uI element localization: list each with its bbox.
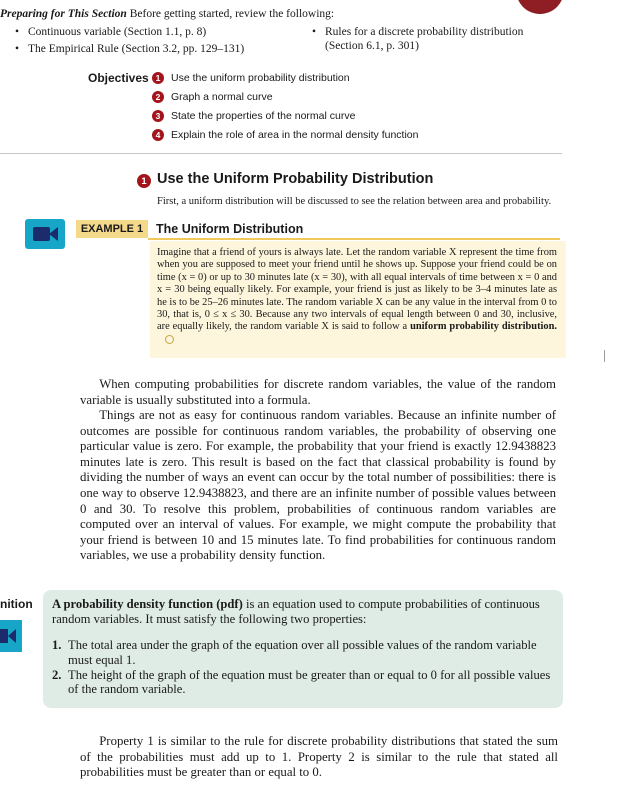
paragraph-1: When computing probabilities for discrete random variables, the value of the random variable is usually substituted into a formula. — [80, 377, 556, 407]
property-number-1: 1. — [52, 638, 62, 652]
video-camera-lens — [8, 629, 16, 643]
preparing-header — [0, 7, 334, 22]
objective-number-4: 4 — [152, 129, 164, 141]
video-camera-body — [33, 227, 50, 241]
objective-text-3: State the properties of the normal curve — [171, 110, 356, 122]
prep-item-left-1: • Continuous variable (Section 1.1, p. 8) — [28, 25, 206, 39]
definition-list — [52, 638, 552, 697]
prep-item-right-1: • Rules for a discrete probability distribution — [325, 25, 523, 39]
definition-term: A probability density function (pdf) — [52, 597, 243, 611]
objective-text-2: Graph a normal curve — [171, 91, 273, 103]
objective-number-2: 2 — [152, 91, 164, 103]
prep-item-right-2: (Section 6.1, p. 301) — [325, 40, 419, 52]
definition-tab: nition — [0, 597, 33, 611]
objective-item-4 — [152, 129, 418, 141]
definition-intro — [52, 597, 552, 627]
objective-item-3 — [152, 110, 355, 122]
objectives-label: Objectives — [88, 71, 149, 85]
closing-paragraph: Property 1 is similar to the rule for discrete probability distributions that stated the sum of the probabilities must add up to 1. Property 2 is similar to the rule that stated all probabilities must be greater than or equal to 0. — [80, 734, 558, 780]
scroll-marker — [604, 350, 605, 362]
example-label: EXAMPLE 1 — [76, 220, 150, 238]
prep-item-left-2: • The Empirical Rule (Section 3.2, pp. 129–131) — [28, 42, 244, 56]
definition-property-1 — [52, 638, 552, 668]
example-title: The Uniform Distribution — [156, 222, 304, 236]
property-number-2: 2. — [52, 667, 62, 682]
video-icon[interactable] — [25, 219, 65, 249]
preparing-heading: Preparing for This Section — [0, 8, 127, 20]
divider — [0, 153, 562, 154]
objective-number-3: 3 — [152, 110, 164, 122]
video-camera-body — [0, 629, 8, 643]
objective-item-1 — [152, 72, 350, 84]
objective-item-2 — [152, 91, 273, 103]
definition-intro-text: is an equation used to compute probabilities of continuous random variables. It must satisfy the following two properties: — [52, 597, 540, 626]
example-body: Imagine that a friend of yours is always late. Let the random variable X represent the time from when you are supposed to meet your friend until he shows up. Suppose your friend could be on time (x = 0) or up to 30 minutes late (x = 30), with all equal intervals of time between x = 0 and x = 30 being equally likely. For example, your friend is just as likely to be 3–4 minutes late as he is to be 25–26 minutes late. The random variable X can be any value in the interval from 0 to 30, that is, 0 ≤ x ≤ 30. Because any two intervals of equal length between 0 and 30, inclusive, are equally likely, the random variable X is said to follow a — [157, 247, 557, 333]
example-text — [157, 247, 557, 346]
property-text-1: The total area under the graph of the equation over all possible values of the random variable must equal 1. — [68, 638, 537, 667]
video-icon-definition[interactable] — [0, 620, 22, 652]
section-subtitle: First, a uniform distribution will be discussed to see the relation between area and probability. — [157, 196, 552, 207]
example-bold-term: uniform probability distribution. — [410, 321, 557, 333]
definition-property-2 — [52, 668, 552, 698]
preparing-intro: Before getting started, review the following: — [126, 8, 335, 20]
objective-number-1: 1 — [152, 72, 164, 84]
video-camera-lens — [49, 227, 58, 241]
paragraph-2: Things are not as easy for continuous random variables. Because an infinite number of outcomes are possible for continuous random variables, the probability of observing one particular value is zero. For example, the probability that your friend is exactly 12.9438823 minutes late is zero. This result is based on the fact that classical probability is found by dividing the number of ways an event can occur by the total number of possibilities: there is one way to observe 12.9438823, and there are an infinite number of possible values between 0 and 30. To resolve this problem, probabilities of continuous random variables are computed over an interval of values. For example, we might compute the probability that your friend is between 10 and 15 minutes late. To find probabilities for continuous random variables, we use a probability density function. — [80, 408, 556, 563]
end-of-example-icon — [165, 335, 174, 344]
section-title: Use the Uniform Probability Distribution — [157, 171, 434, 187]
objective-text-1: Use the uniform probability distribution — [171, 72, 350, 84]
section-number-badge: 1 — [137, 174, 151, 188]
example-underline — [148, 238, 560, 240]
objective-text-4: Explain the role of area in the normal density function — [171, 129, 419, 141]
corner-tab — [516, 0, 564, 14]
property-text-2: The height of the graph of the equation must be greater than or equal to 0 for all possible values of the random variable. — [68, 667, 551, 697]
